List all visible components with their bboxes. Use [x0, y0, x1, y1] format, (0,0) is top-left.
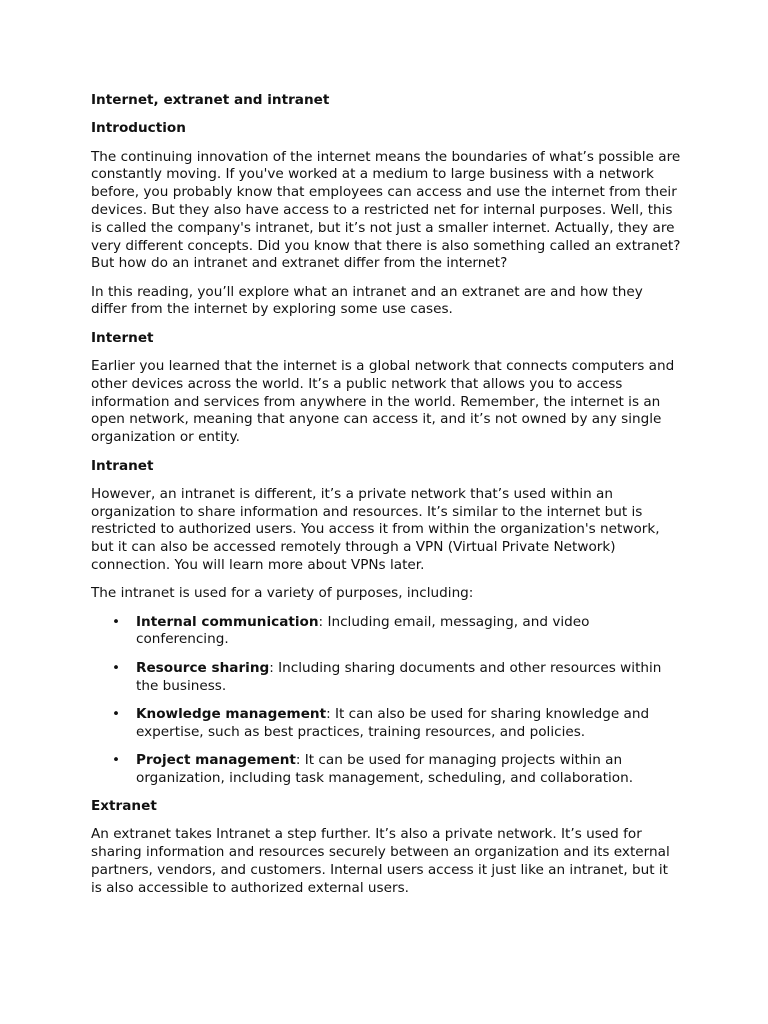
list-item — [91, 706, 681, 742]
bullet-icon: • — [112, 751, 121, 768]
introduction-paragraph-2: In this reading, you’ll explore what an intranet and an extranet are and how they differ from the internet by exploring some use cases. — [91, 283, 643, 318]
list-item-text: : It can also be used for sharing knowledge and expertise, such as best practices, training resources, and policies. — [136, 705, 650, 740]
bullet-icon: • — [112, 705, 121, 722]
internet-heading: Internet — [91, 329, 154, 346]
bullet-icon: • — [112, 613, 121, 630]
extranet-paragraph: An extranet takes Intranet a step further. It’s also a private network. It’s used for sharing information and resources securely between an organization and its external partners, vendors, and customers. Internal users access it just like an intranet, but it is also accessible to authorized external users. — [91, 826, 670, 896]
intranet-uses-list — [91, 614, 681, 788]
list-item-term: Project management — [136, 751, 296, 768]
list-item-text: : Including email, messaging, and video conferencing. — [136, 613, 590, 648]
list-item-term: Knowledge management — [136, 705, 327, 722]
document-title: Internet, extranet and intranet — [91, 92, 330, 108]
intranet-heading: Intranet — [91, 457, 154, 474]
list-item-text: : It can be used for managing projects within an organization, including task management, scheduling, and collaboration. — [136, 751, 634, 786]
list-item-term: Internal communication — [136, 613, 319, 630]
internet-paragraph: Earlier you learned that the internet is a global network that connects computers and other devices across the world. It’s a public network that allows you to access information and services from anywhere in the world. Remember, the internet is an open network, meaning that anyone can access it, and it’s not owned by any single organization or entity. — [91, 358, 675, 446]
list-item-term: Resource sharing — [136, 659, 270, 676]
list-item — [91, 660, 681, 696]
list-item — [91, 614, 681, 650]
intranet-paragraph-2: The intranet is used for a variety of purposes, including: — [91, 585, 474, 602]
list-item — [91, 752, 681, 788]
intranet-paragraph-1: However, an intranet is different, it’s a private network that’s used within an organization to share information and resources. It’s similar to the internet but is restricted to authorized users. You access it from within the organization's network, but it can also be accessed remotely through a VPN (Virtual Private Network) connection. You will learn more about VPNs later. — [91, 485, 660, 574]
extranet-heading: Extranet — [91, 798, 157, 814]
list-item-text: : Including sharing documents and other resources within the business. — [136, 659, 662, 694]
introduction-heading: Introduction — [91, 120, 186, 137]
bullet-icon: • — [112, 659, 121, 676]
document-page — [91, 92, 681, 908]
introduction-paragraph-1: The continuing innovation of the internet means the boundaries of what’s possible are constantly moving. If you've worked at a medium to large business with a network before, you probably know that employees can access and use the internet from their devices. But they also have access to a restricted net for internal purposes. Well, this is called the company's intranet, but it’s not just a smaller internet. Actually, they are very different concepts. Did you know that there is also something called an extranet? But how do an intranet and extranet differ from the internet? — [91, 148, 681, 272]
